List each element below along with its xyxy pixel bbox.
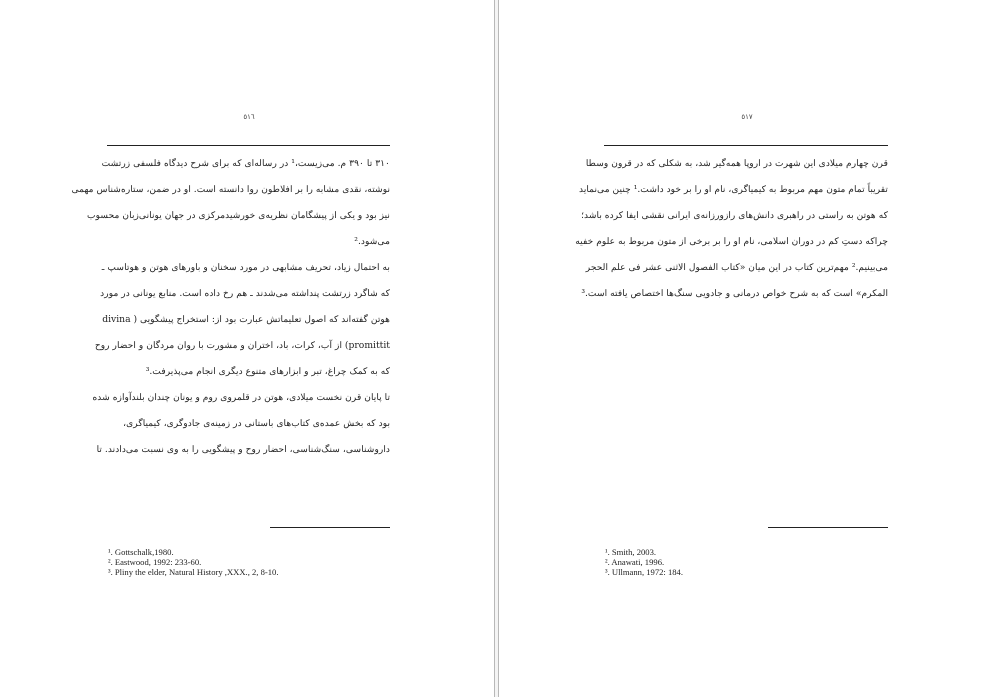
left-page: [0, 0, 494, 697]
text-line: که شاگرد زرتشت پنداشته می‌شدند ـ هم رخ داده است. منابع یونانی در مورد: [100, 288, 390, 299]
text-line: به احتمال زیاد، تحریف مشابهی در مورد سخنان و باورهای هوتن و هوتاسپ ـ: [101, 262, 390, 273]
body-text: [575, 151, 888, 307]
text-line: نوشته، نقدی مشابه را بر افلاطون روا دانسته است. او در ضمن، ستاره‌شناس مهمی: [71, 184, 390, 195]
footnote: ³. Pliny the elder, Natural History ,XXX., 2, 8-10.: [108, 567, 279, 577]
text-line: promittit) از آب، کرات، باد، اختران و مشورت با روان مردگان و احضار روح: [94, 340, 390, 351]
text-line: نیز بود و یکی از پیشگامان نظریه‌ی خورشیدمرکزی در جهان یونانی‌زبان محسوب: [87, 210, 390, 221]
text-line: که به کمک چراغ، تبر و ابزارهای متنوع دیگری انجام می‌پذیرفت.³: [145, 366, 390, 377]
text-line: هوتن گفته‌اند که اصول تعلیماتش عبارت بود از: استخراج پیشگویی ( divina: [102, 314, 390, 325]
footnote: ². Anawati, 1996.: [605, 557, 665, 567]
footnotes: [605, 547, 865, 577]
footnote: ¹. Gottschalk,1980.: [108, 547, 174, 557]
text-line: المکرم» است که به شرح خواص درمانی و جادویی سنگ‌ها اختصاص یافته است.³: [581, 288, 888, 299]
footnote: ². Eastwood, 1992: 233-60.: [108, 557, 202, 567]
text-line: می‌شود.²: [354, 236, 390, 247]
text-line: داروشناسی، سنگ‌شناسی، احضار روح و پیشگویی را به وی نسبت می‌دادند. تا: [96, 444, 390, 455]
footnote: ³. Ullmann, 1972: 184.: [605, 567, 684, 577]
footnotes: [108, 547, 368, 577]
text-line: ۳۱۰ تا ۳۹۰ م. می‌زیست،¹ در رساله‌ای که برای شرح دیدگاه فلسفی زرتشت: [101, 158, 390, 169]
text-line: که هوتن به راستی در راهبری دانش‌های رازورزانه‌ی ایرانی نقشی ایفا کرده باشد؛: [581, 210, 888, 221]
text-line: قرن چهارم میلادی این شهرت در اروپا همه‌گیر شد، به شکلی که در قرون وسطا: [585, 158, 888, 169]
header-rule: [107, 145, 390, 146]
right-page: [499, 0, 992, 697]
footnote-rule: [270, 527, 390, 528]
text-line: می‌بینیم.² مهم‌ترین کتاب در این میان «کتاب الفصول الاثنی عشر فی علم الحجر: [585, 262, 888, 273]
text-line: تقریباً تمام متون مهم مربوط به کیمیاگری، نام او را بر خود داشت.¹ چنین می‌نماید: [579, 184, 888, 195]
body-text: [71, 151, 390, 463]
page-number: ٥١٦: [243, 113, 255, 121]
footnote-rule: [768, 527, 888, 528]
page-number: ٥١٧: [741, 113, 753, 121]
footnote: ¹. Smith, 2003.: [605, 547, 657, 557]
text-line: چراکه دستِ کم در دوران اسلامی، نام او را بر برخی از متون مربوط به علوم خفیه: [575, 236, 888, 247]
text-line: تا پایان قرن نخست میلادی، هوتن در قلمروی روم و یونان چندان بلندآوازه شده: [92, 392, 390, 403]
header-rule: [604, 145, 888, 146]
text-line: بود که بخش عمده‌ی کتاب‌های باستانی در زمینه‌ی جادوگری، کیمیاگری،: [123, 418, 390, 429]
